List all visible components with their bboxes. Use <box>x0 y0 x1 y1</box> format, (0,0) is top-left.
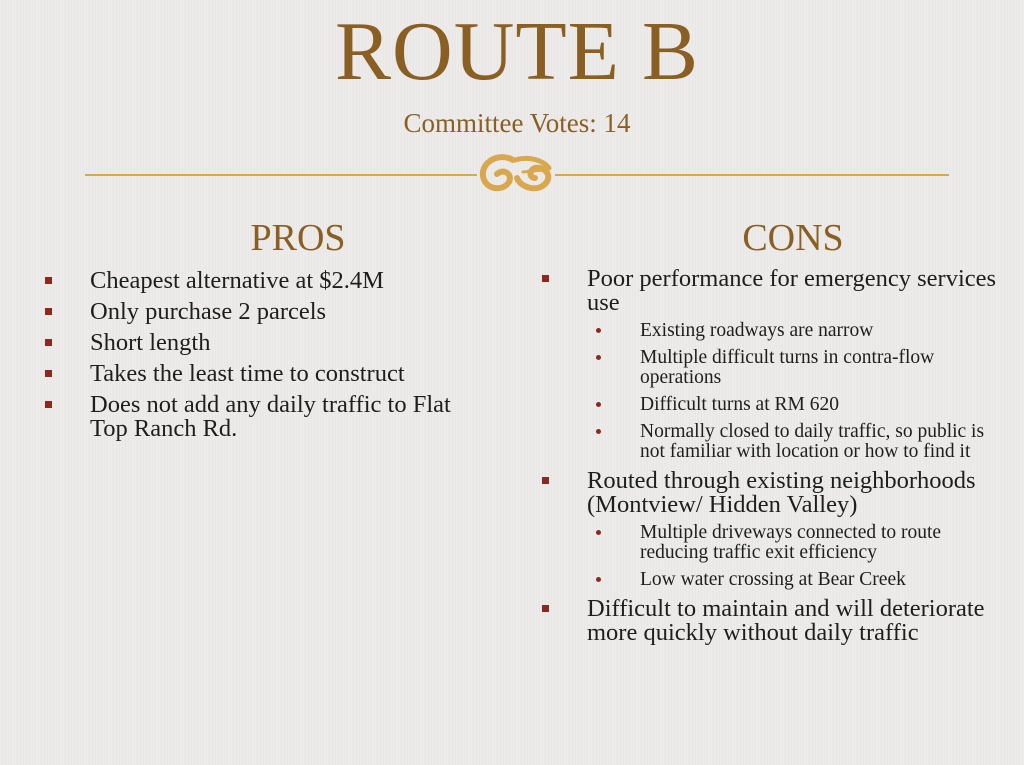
pros-item <box>44 393 484 441</box>
pros-item <box>44 331 484 355</box>
square-bullet-icon <box>45 370 52 377</box>
pros-item <box>44 362 484 386</box>
cons-subitem <box>587 321 1011 341</box>
square-bullet-icon <box>45 339 52 346</box>
cons-item-text: Poor performance for emergency services use <box>587 265 997 316</box>
cons-item <box>541 469 1011 590</box>
cons-list <box>541 267 1011 652</box>
pros-item <box>44 269 484 293</box>
pros-item-text: Does not add any daily traffic to Flat Top Ranch Rd. <box>90 391 451 442</box>
pros-item-text: Takes the least time to construct <box>90 360 405 387</box>
pros-item-text: Short length <box>90 329 211 356</box>
round-bullet-icon <box>596 402 601 407</box>
pros-list <box>44 269 484 448</box>
round-bullet-icon <box>596 355 601 360</box>
round-bullet-icon <box>596 577 601 582</box>
title-divider <box>85 148 949 204</box>
slide-title: ROUTE B <box>335 5 699 98</box>
round-bullet-icon <box>596 328 601 333</box>
cons-item <box>541 597 1011 645</box>
cons-item-text: Difficult to maintain and will deteriorate more quickly without daily traffic <box>587 595 985 646</box>
pros-heading: PROS <box>250 217 346 259</box>
square-bullet-icon <box>45 277 52 284</box>
square-bullet-icon <box>542 275 549 282</box>
square-bullet-icon <box>45 401 52 408</box>
pros-item <box>44 300 484 324</box>
round-bullet-icon <box>596 530 601 535</box>
cons-subitem-text: Multiple driveways connected to route reducing traffic exit efficiency <box>640 522 942 563</box>
cons-subitem-text: Normally closed to daily traffic, so public is not familiar with location or how to find it <box>640 421 985 462</box>
square-bullet-icon <box>542 605 549 612</box>
square-bullet-icon <box>45 308 52 315</box>
pros-item-text: Cheapest alternative at $2.4M <box>90 267 384 294</box>
cons-heading: CONS <box>742 217 844 259</box>
cons-subitem <box>587 570 1011 590</box>
cons-subitem <box>587 523 1011 563</box>
cons-subitem-text: Existing roadways are narrow <box>640 320 874 341</box>
square-bullet-icon <box>542 477 549 484</box>
cons-sublist <box>587 321 1011 462</box>
cons-subitem-text: Difficult turns at RM 620 <box>640 394 839 415</box>
fleuron-ornament-icon <box>483 157 549 188</box>
cons-subitem-text: Low water crossing at Bear Creek <box>640 569 906 590</box>
cons-subitem <box>587 348 1011 388</box>
cons-subitem <box>587 395 1011 415</box>
slide-subtitle: Committee Votes: 14 <box>403 108 631 138</box>
cons-subitem-text: Multiple difficult turns in contra-flow operations <box>640 347 935 388</box>
cons-item <box>541 267 1011 462</box>
round-bullet-icon <box>596 429 601 434</box>
cons-subitem <box>587 422 1011 462</box>
cons-item-text: Routed through existing neighborhoods (Montview/ Hidden Valley) <box>587 467 976 518</box>
cons-sublist <box>587 523 1011 590</box>
pros-item-text: Only purchase 2 parcels <box>90 298 327 325</box>
